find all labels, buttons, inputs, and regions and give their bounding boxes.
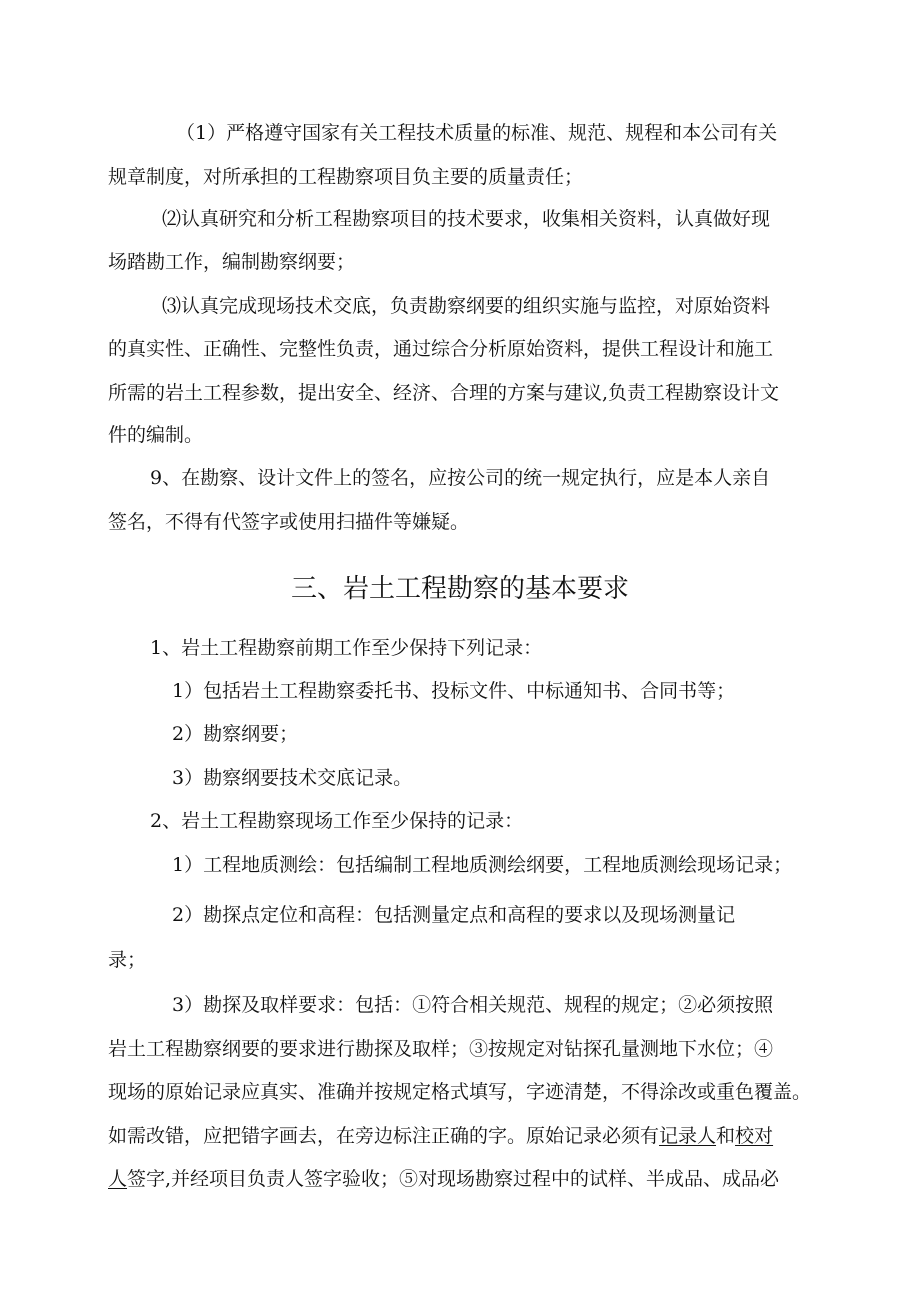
requirement-2-c-line4 — [108, 1124, 773, 1148]
requirement-2-c-line1: 3）勘探及取样要求：包括：①符合相关规范、规程的规定；②必须按照 — [172, 994, 774, 1016]
item2-line1: ⑵认真研究和分析工程勘察项目的技术要求，收集相关资料，认真做好现 — [162, 208, 771, 230]
requirement-2-a: 1）工程地质测绘：包括编制工程地质测绘纲要，工程地质测绘现场记录； — [172, 854, 793, 876]
item3-line1: ⑶认真完成现场技术交底，负责勘察纲要的组织实施与监控，对原始资料 — [162, 295, 771, 317]
requirement-2-b-line1: 2）勘探点定位和高程：包括测量定点和高程的要求以及现场测量记 — [172, 904, 736, 926]
line5-text: 签字,并经项目负责人签字验收；⑤对现场勘察过程中的试样、半成品、成品必 — [127, 1168, 780, 1190]
item2-line2: 场踏勘工作，编制勘察纲要； — [108, 251, 356, 273]
requirement-1-c: 3）勘察纲要技术交底记录。 — [172, 767, 413, 789]
requirement-2-b-line2: 录； — [108, 949, 147, 971]
recorder-underlined: 记录人 — [659, 1125, 717, 1147]
requirement-2-c-line2: 岩土工程勘察纲要的要求进行勘探及取样；③按规定对钻探孔量测地下水位；④ — [108, 1038, 774, 1060]
requirement-1-b: 2）勘察纲要； — [172, 723, 299, 745]
item9-line2: 签名，不得有代签字或使用扫描件等嫌疑。 — [108, 511, 470, 533]
line4-text: 如需改错，应把错字画去，在旁边标注正确的字。原始记录必须有 — [108, 1125, 660, 1147]
requirement-2-c-line5 — [108, 1167, 779, 1191]
item1-line1: （1）严格遵守国家有关工程技术质量的标准、规范、规程和本公司有关 — [176, 122, 778, 144]
item3-line2: 的真实性、正确性、完整性负责，通过综合分析原始资料，提供工程设计和施工 — [108, 338, 774, 360]
checker-underlined-part1: 校对 — [735, 1125, 774, 1147]
requirement-2: 2、岩土工程勘察现场工作至少保持的记录： — [150, 810, 524, 832]
item9-line1: 9、在勘察、设计文件上的签名，应按公司的统一规定执行，应是本人亲自 — [150, 467, 771, 489]
item3-line3: 所需的岩土工程参数，提出安全、经济、合理的方案与建议,负责工程勘察设计文 — [108, 382, 780, 404]
line4-conjunction: 和 — [716, 1125, 736, 1147]
item1-line2: 规章制度，对所承担的工程勘察项目负主要的质量责任； — [108, 166, 584, 188]
requirement-1: 1、岩土工程勘察前期工作至少保持下列记录： — [150, 637, 543, 659]
requirement-2-c-line3: 现场的原始记录应真实、准确并按规定格式填写，字迹清楚，不得涂改或重色覆盖。 — [108, 1081, 812, 1103]
section-heading: 三、岩土工程勘察的基本要求 — [290, 574, 629, 604]
item3-line4: 件的编制。 — [108, 424, 204, 446]
requirement-1-a: 1）包括岩土工程勘察委托书、投标文件、中标通知书、合同书等； — [172, 680, 736, 702]
checker-underlined-part2: 人 — [108, 1168, 128, 1190]
